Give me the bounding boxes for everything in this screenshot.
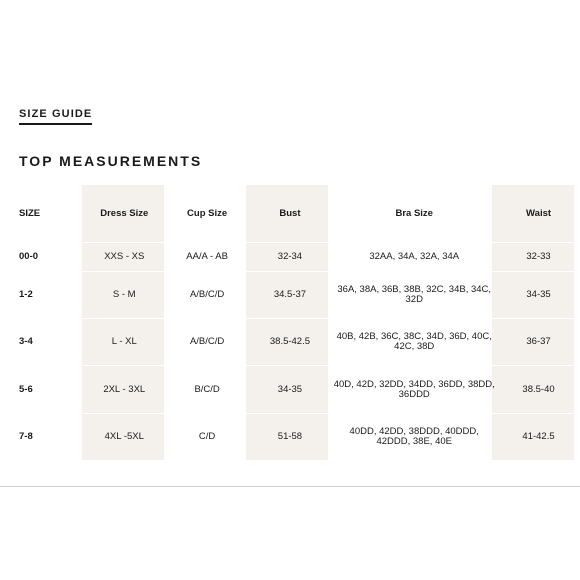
bra-size-cell: 40DD, 42DD, 38DDD, 40DDD, 42DDD, 38E, 40E xyxy=(331,413,497,460)
waist-cell: 38.5-40 xyxy=(497,366,580,413)
cup-size-cell: AA/A - AB xyxy=(166,243,249,272)
bust-cell: 51-58 xyxy=(249,413,332,460)
dress-size-cell: L - XL xyxy=(83,319,166,366)
dress-size-cell: 4XL -5XL xyxy=(83,413,166,460)
waist-cell: 41-42.5 xyxy=(497,413,580,460)
bra-size-cell: 36A, 38A, 36B, 38B, 32C, 34B, 34C, 32D xyxy=(331,271,497,318)
bust-cell: 32-34 xyxy=(249,243,332,272)
dress-size-cell: XXS - XS xyxy=(83,243,166,272)
table-row xyxy=(0,243,580,272)
size-table-container xyxy=(0,185,580,460)
dress-size-cell: 2XL - 3XL xyxy=(83,366,166,413)
bust-cell: 38.5-42.5 xyxy=(249,319,332,366)
cup-size-cell: A/B/C/D xyxy=(166,319,249,366)
size-cell: 00-0 xyxy=(0,243,83,272)
header-waist: Waist xyxy=(526,207,552,219)
waist-cell: 36-37 xyxy=(497,319,580,366)
size-table xyxy=(0,185,580,460)
size-cell: 3-4 xyxy=(0,319,83,366)
cup-size-cell: C/D xyxy=(166,413,249,460)
cup-size-cell: A/B/C/D xyxy=(166,271,249,318)
size-cell: 5-6 xyxy=(0,366,83,413)
cup-size-cell: B/C/D xyxy=(166,366,249,413)
size-cell: 7-8 xyxy=(0,413,83,460)
header-dress-size: Dress Size xyxy=(100,207,149,219)
table-row xyxy=(0,366,580,413)
bra-size-cell: 40B, 42B, 36C, 38C, 34D, 36D, 40C, 42C, 38D xyxy=(331,319,497,366)
size-guide-link[interactable]: SIZE GUIDE xyxy=(19,108,92,125)
header-size: SIZE xyxy=(19,207,41,219)
bra-size-cell: 40D, 42D, 32DD, 34DD, 36DD, 38DD, 36DDD xyxy=(331,366,497,413)
dress-size-cell: S - M xyxy=(83,271,166,318)
section-title: TOP MEASUREMENTS xyxy=(19,153,203,169)
waist-cell: 34-35 xyxy=(497,271,580,318)
table-row xyxy=(0,271,580,318)
bust-cell: 34-35 xyxy=(249,366,332,413)
bust-cell: 34.5-37 xyxy=(249,271,332,318)
table-row xyxy=(0,413,580,460)
table-row xyxy=(0,319,580,366)
waist-cell: 32-33 xyxy=(497,243,580,272)
header-cup-size: Cup Size xyxy=(187,207,228,219)
size-cell: 1-2 xyxy=(0,271,83,318)
header-bra-size: Bra Size xyxy=(395,207,433,219)
table-header-row xyxy=(0,185,580,243)
header-bust: Bust xyxy=(279,207,301,219)
bottom-divider xyxy=(0,486,580,487)
bra-size-cell: 32AA, 34A, 32A, 34A xyxy=(331,243,497,272)
